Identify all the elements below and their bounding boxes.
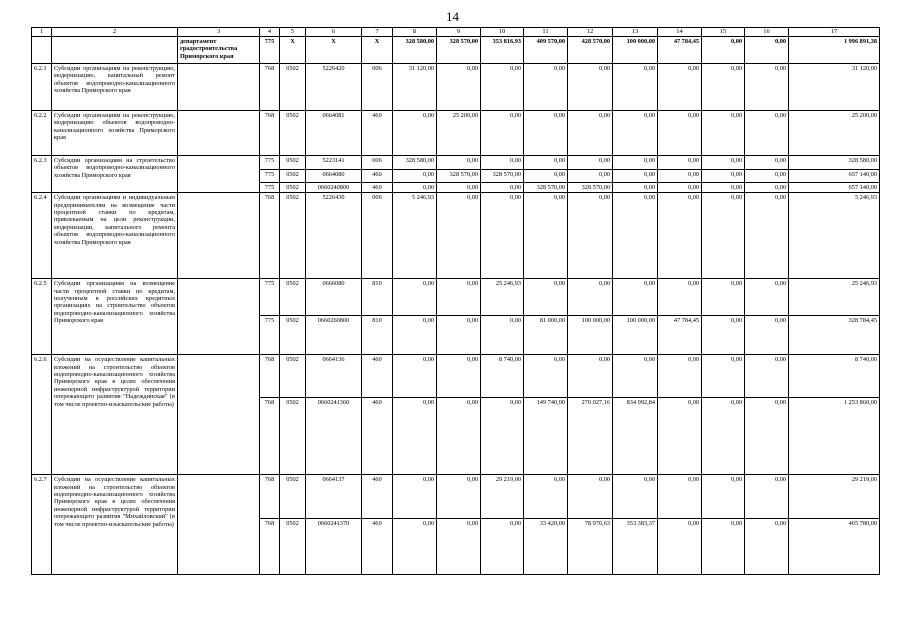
table-cell: 0,00 (658, 355, 702, 398)
table-cell: 0,00 (481, 398, 524, 475)
table-cell: 775 (260, 155, 280, 169)
table-cell: 0,00 (568, 110, 613, 155)
column-header: 4 (260, 28, 280, 37)
table-cell: 5 246,93 (393, 193, 437, 279)
empty-cell (178, 279, 260, 355)
table-cell: X (306, 36, 362, 63)
table-cell: 328 570,00 (437, 169, 481, 182)
table-cell: 0,00 (745, 63, 789, 110)
table-cell: 0660241360 (306, 398, 362, 475)
table-cell: 1 253 860,00 (789, 398, 880, 475)
column-header: 10 (481, 28, 524, 37)
row-number-cell: 6.2.2 (32, 110, 52, 155)
description-cell: Субсидии на осуществление капитальных вложений на строительство объектов водопроводно-канализационного хозяйства Приморского края в целях обеспечения инженерной инфраструктурой территории опережающего развития "Надеждинская" (в том числе проектно-изыскательские работы) (52, 355, 178, 475)
table-cell: 0502 (280, 110, 306, 155)
department-name: департамент градостроительства Приморского края (178, 36, 260, 63)
table-cell: 0664137 (306, 475, 362, 519)
table-cell: 0,00 (702, 316, 745, 355)
table-cell: 0,00 (702, 155, 745, 169)
table-row (32, 355, 880, 398)
table-row (32, 110, 880, 155)
row-number-cell: 6.2.1 (32, 63, 52, 110)
table-cell: 0,00 (745, 155, 789, 169)
table-cell: 0,00 (745, 36, 789, 63)
table-cell: 353 383,37 (613, 519, 658, 575)
table-cell: 31 120,00 (393, 63, 437, 110)
table-cell: 0,00 (613, 63, 658, 110)
table-cell: 0,00 (393, 316, 437, 355)
table-cell: 0,00 (745, 519, 789, 575)
table-cell: 0,00 (481, 193, 524, 279)
table-cell: 768 (260, 355, 280, 398)
table-cell: 25 200,00 (437, 110, 481, 155)
table-cell: 0,00 (393, 182, 437, 192)
column-header: 1 (32, 28, 52, 37)
table-cell: 47 784,45 (658, 36, 702, 63)
table-cell: 0,00 (393, 475, 437, 519)
column-header: 13 (613, 28, 658, 37)
table-cell: 328 570,00 (437, 36, 481, 63)
table-cell: 006 (362, 63, 393, 110)
table-cell: 0,00 (613, 355, 658, 398)
row-number-cell: 6.2.4 (32, 193, 52, 279)
table-cell: 0,00 (481, 155, 524, 169)
table-cell: 0,00 (437, 519, 481, 575)
table-cell: 8 740,00 (481, 355, 524, 398)
table-cell: 0,00 (393, 279, 437, 316)
column-header: 3 (178, 28, 260, 37)
column-header: 9 (437, 28, 481, 37)
empty-cell (178, 193, 260, 279)
table-cell: 0,00 (481, 63, 524, 110)
table-cell: 834 092,84 (613, 398, 658, 475)
table-cell: 0,00 (613, 182, 658, 192)
table-cell: 81 000,00 (524, 316, 568, 355)
row-number-cell (32, 36, 52, 63)
table-cell: 768 (260, 193, 280, 279)
table-cell: 5226430 (306, 193, 362, 279)
table-cell: 0,00 (658, 398, 702, 475)
table-cell: 0,00 (437, 355, 481, 398)
table-cell: 0,00 (481, 519, 524, 575)
table-cell: 0,00 (658, 110, 702, 155)
table-cell: 0502 (280, 63, 306, 110)
table-cell: 0,00 (437, 193, 481, 279)
table-cell: 0,00 (702, 475, 745, 519)
table-cell: 328 570,00 (568, 182, 613, 192)
table-cell: 768 (260, 398, 280, 475)
table-cell: 0,00 (745, 169, 789, 182)
table-cell: 0,00 (524, 355, 568, 398)
table-cell: 0,00 (745, 193, 789, 279)
table-cell: 100 000,00 (568, 316, 613, 355)
table-cell: 409 570,00 (524, 36, 568, 63)
table-cell: 5226420 (306, 63, 362, 110)
column-header: 7 (362, 28, 393, 37)
description-cell: Субсидии организациям и индивидуальным предпринимателям на возмещение части процентной ставки по кредитам, привлекаемым на цели реконструкции, модернизации, капитального ремонта объектов водопроводно-канализационного хозяйства Приморского края (52, 193, 178, 279)
table-cell: 0,00 (437, 279, 481, 316)
table-cell: 0660240800 (306, 182, 362, 192)
table-cell: 0,00 (524, 169, 568, 182)
table-cell: 0502 (280, 398, 306, 475)
budget-table (31, 27, 880, 575)
table-cell: 0,00 (393, 169, 437, 182)
table-cell: 775 (260, 279, 280, 316)
column-header: 5 (280, 28, 306, 37)
table-cell: 0502 (280, 475, 306, 519)
table-cell: 0,00 (524, 110, 568, 155)
table-cell: 775 (260, 316, 280, 355)
table-cell: 006 (362, 155, 393, 169)
empty-cell (178, 110, 260, 155)
table-cell: 0,00 (524, 63, 568, 110)
table-cell: 0,00 (745, 475, 789, 519)
column-header: 14 (658, 28, 702, 37)
table-row (32, 475, 880, 519)
table-cell: 25 200,00 (789, 110, 880, 155)
table-cell: 768 (260, 519, 280, 575)
table-cell: X (362, 36, 393, 63)
row-number-cell: 6.2.6 (32, 355, 52, 475)
table-cell: 810 (362, 279, 393, 316)
table-cell: 0,00 (481, 182, 524, 192)
table-cell: 0502 (280, 155, 306, 169)
table-cell: 775 (260, 169, 280, 182)
table-cell: 0,00 (613, 475, 658, 519)
table-cell: 78 976,63 (568, 519, 613, 575)
table-cell: 0,00 (658, 475, 702, 519)
table-cell: 0660241370 (306, 519, 362, 575)
table-cell: 657 140,00 (789, 182, 880, 192)
row-number-cell: 6.2.3 (32, 155, 52, 192)
table-cell: 0664081 (306, 110, 362, 155)
table-cell: 0502 (280, 193, 306, 279)
table-cell: 0502 (280, 519, 306, 575)
table-cell: 0,00 (393, 110, 437, 155)
table-cell: 25 246,93 (481, 279, 524, 316)
table-cell: 0664136 (306, 355, 362, 398)
table-cell: 460 (362, 182, 393, 192)
description-cell: Субсидии организациям на возмещение части процентной ставки по кредитам, полученным в российских кредитных организациях на строительство объектов водопроводно-канализационного хозяйства Приморского края (52, 279, 178, 355)
table-cell: 0,00 (613, 169, 658, 182)
table-cell: 0502 (280, 279, 306, 316)
table-cell: 328 784,45 (789, 316, 880, 355)
table-row (32, 63, 880, 110)
table-cell: 0,00 (745, 110, 789, 155)
table-cell: 0,00 (745, 182, 789, 192)
table-cell: 0,00 (524, 155, 568, 169)
empty-cell (178, 475, 260, 575)
table-cell: 0,00 (437, 398, 481, 475)
table-cell: 0,00 (702, 519, 745, 575)
table-cell: 0,00 (437, 155, 481, 169)
table-cell: 0,00 (524, 279, 568, 316)
description-cell: Субсидии организациям на реконструкцию, модернизацию, капитальный ремонт объектов водопроводно-канализационного хозяйства Приморского края (52, 63, 178, 110)
table-cell: 0,00 (702, 182, 745, 192)
table-cell: 33 420,00 (524, 519, 568, 575)
table-cell: 0,00 (437, 182, 481, 192)
table-cell: 460 (362, 519, 393, 575)
table-cell: 0,00 (702, 110, 745, 155)
table-cell: 0,00 (658, 155, 702, 169)
table-cell: 0,00 (437, 316, 481, 355)
table-cell: 775 (260, 36, 280, 63)
table-cell: 0,00 (658, 169, 702, 182)
table-cell: 768 (260, 63, 280, 110)
table-cell: 0,00 (658, 63, 702, 110)
table-cell: 5223141 (306, 155, 362, 169)
table-cell: 768 (260, 110, 280, 155)
page-number: 14 (446, 9, 459, 24)
table-cell: 0,00 (702, 63, 745, 110)
table-cell: 47 784,45 (658, 316, 702, 355)
table-cell: 0,00 (702, 169, 745, 182)
table-row (32, 193, 880, 279)
table-row (32, 155, 880, 169)
table-cell: 270 027,16 (568, 398, 613, 475)
description-cell: Субсидии на осуществление капитальных вложений на строительство объектов водопроводно-канализационного хозяйства Приморского края в целях обеспечения инженерной инфраструктурой территории опережающего развития "Михайловский" (в том числе проектно-изыскательские работы) (52, 475, 178, 575)
column-header: 17 (789, 28, 880, 37)
table-cell: 460 (362, 398, 393, 475)
table-cell: 29 219,00 (481, 475, 524, 519)
table-cell: 0664080 (306, 169, 362, 182)
table-cell: 460 (362, 355, 393, 398)
table-cell: 100 000,00 (613, 36, 658, 63)
table-row (32, 279, 880, 316)
table-cell: 0,00 (702, 193, 745, 279)
table-cell: 0,00 (481, 110, 524, 155)
table-cell: 810 (362, 316, 393, 355)
table-cell: 657 140,00 (789, 169, 880, 182)
column-header: 8 (393, 28, 437, 37)
table-cell: 0,00 (702, 355, 745, 398)
table-cell: 775 (260, 182, 280, 192)
table-cell: 5 246,93 (789, 193, 880, 279)
table-cell: 29 219,00 (789, 475, 880, 519)
table-cell: 0,00 (437, 63, 481, 110)
table-cell: 0,00 (613, 155, 658, 169)
row-number-cell: 6.2.5 (32, 279, 52, 355)
table-cell: 0502 (280, 182, 306, 192)
table-cell: 0,00 (613, 110, 658, 155)
table-cell: 0,00 (745, 316, 789, 355)
table-cell: 0,00 (437, 475, 481, 519)
table-cell: 0,00 (745, 398, 789, 475)
table-cell: 0,00 (702, 398, 745, 475)
table-cell: 25 246,93 (789, 279, 880, 316)
column-header: 11 (524, 28, 568, 37)
table-cell: 0,00 (658, 279, 702, 316)
table-cell: 460 (362, 110, 393, 155)
description-cell (52, 36, 178, 63)
table-cell: 0660260800 (306, 316, 362, 355)
table-cell: 353 816,93 (481, 36, 524, 63)
table-cell: 0,00 (658, 193, 702, 279)
table-cell: 0502 (280, 355, 306, 398)
table-cell: 0,00 (568, 475, 613, 519)
table-cell: X (280, 36, 306, 63)
table-cell: 0,00 (702, 279, 745, 316)
column-header: 2 (52, 28, 178, 37)
table-cell: 328 580,00 (393, 36, 437, 63)
table-cell: 8 740,00 (789, 355, 880, 398)
table-cell: 0,00 (568, 155, 613, 169)
table-cell: 0,00 (393, 519, 437, 575)
department-total-row (32, 36, 880, 63)
table-cell: 0,00 (568, 169, 613, 182)
column-header: 6 (306, 28, 362, 37)
empty-cell (178, 63, 260, 110)
table-cell: 0502 (280, 316, 306, 355)
column-header: 12 (568, 28, 613, 37)
column-header-row (32, 28, 880, 37)
table-cell: 0,00 (568, 193, 613, 279)
table-cell: 465 780,00 (789, 519, 880, 575)
table-cell: 460 (362, 475, 393, 519)
row-number-cell: 6.2.7 (32, 475, 52, 575)
table-cell: 0,00 (568, 63, 613, 110)
table-cell: 0,00 (658, 519, 702, 575)
table-cell: 328 580,00 (789, 155, 880, 169)
table-cell: 0502 (280, 169, 306, 182)
empty-cell (178, 355, 260, 475)
table-cell: 0,00 (393, 355, 437, 398)
table-cell: 0,00 (524, 475, 568, 519)
table-cell: 0,00 (481, 316, 524, 355)
table-cell: 0,00 (524, 193, 568, 279)
table-cell: 328 570,00 (481, 169, 524, 182)
table-cell: 0,00 (393, 398, 437, 475)
table-cell: 0,00 (613, 193, 658, 279)
table-cell: 428 570,00 (568, 36, 613, 63)
table-cell: 006 (362, 193, 393, 279)
table-cell: 328 570,00 (524, 182, 568, 192)
table-cell: 0,00 (745, 355, 789, 398)
table-cell: 149 740,00 (524, 398, 568, 475)
table-cell: 0,00 (745, 279, 789, 316)
table-cell: 0666080 (306, 279, 362, 316)
table-cell: 460 (362, 169, 393, 182)
column-header: 16 (745, 28, 789, 37)
table-cell: 0,00 (702, 36, 745, 63)
table-cell: 0,00 (613, 279, 658, 316)
description-cell: Субсидии организациям на строительство объектов водопроводно-канализационного хозяйства Приморского края (52, 155, 178, 192)
table-cell: 31 120,00 (789, 63, 880, 110)
table-cell: 328 580,00 (393, 155, 437, 169)
empty-cell (178, 155, 260, 192)
table-cell: 1 996 891,38 (789, 36, 880, 63)
description-cell: Субсидии организациям на реконструкцию, модернизацию объектов водопроводно-канализационного хозяйства Приморского края (52, 110, 178, 155)
table-cell: 768 (260, 475, 280, 519)
table-cell: 0,00 (568, 279, 613, 316)
table-cell: 100 000,00 (613, 316, 658, 355)
column-header: 15 (702, 28, 745, 37)
table-cell: 0,00 (658, 182, 702, 192)
table-cell: 0,00 (568, 355, 613, 398)
